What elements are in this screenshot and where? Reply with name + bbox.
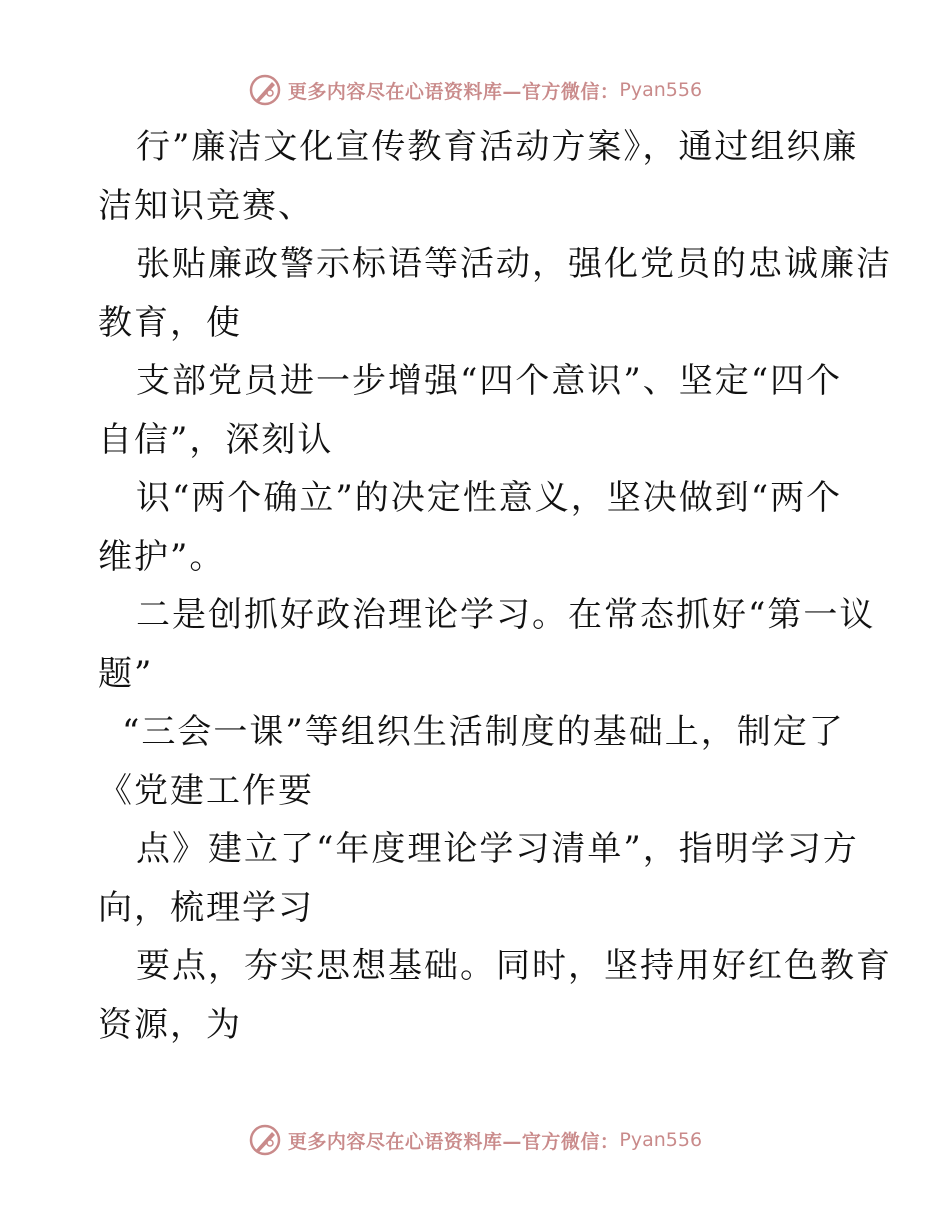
body-line: 题” [98, 653, 154, 694]
body-line: 点》建立了“年度理论学习清单”，指明学习方 [136, 829, 859, 869]
header-watermark [0, 70, 950, 110]
watermark-text: 更多内容尽在心语资料库—官方微信： [287, 80, 620, 103]
body-line: 洁知识竞赛、 [98, 185, 314, 226]
body-line: 《党建工作要 [98, 770, 314, 811]
body-line: 维护”。 [98, 536, 226, 577]
body-line: 识“两个确立”的决定性意义，坚决做到“两个 [136, 478, 843, 518]
body-line: 教育，使 [98, 302, 242, 343]
body-line: 向，梳理学习 [98, 887, 314, 928]
body-line: 张贴廉政警示标语等活动，强化党员的忠诚廉洁 [136, 244, 892, 284]
watermark-text: 更多内容尽在心语资料库—官方微信： [287, 1130, 620, 1153]
body-line: 二是创抓好政治理论学习。在常态抓好“第一议 [136, 595, 876, 635]
footer-watermark [0, 1120, 950, 1160]
body-line: 行”廉洁文化宣传教育活动方案》，通过组织廉 [136, 127, 859, 167]
watermark-handle: Pyan556 [619, 1129, 703, 1151]
body-line: “三会一课”等组织生活制度的基础上，制定了 [122, 712, 845, 752]
watermark-handle: Pyan556 [619, 79, 703, 101]
body-line: 支部党员进一步增强“四个意识”、坚定“四个 [136, 361, 843, 401]
pen-logo-icon [248, 1123, 282, 1157]
pen-logo-icon [248, 73, 282, 107]
body-line: 自信”，深刻认 [98, 419, 334, 460]
body-line: 资源，为 [98, 1004, 242, 1045]
document-body [98, 118, 892, 1054]
body-line: 要点，夯实思想基础。同时，坚持用好红色教育 [136, 946, 892, 986]
